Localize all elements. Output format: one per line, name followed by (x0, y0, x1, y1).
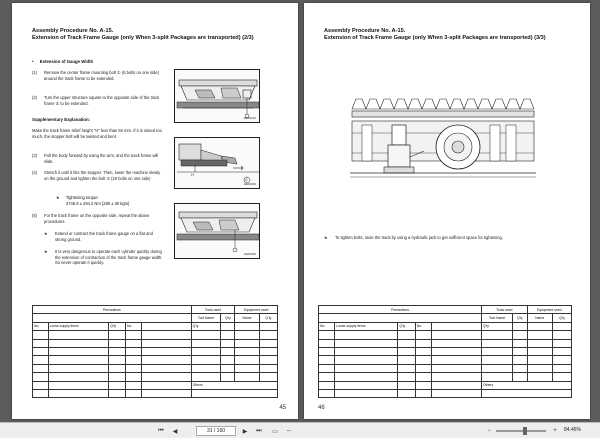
figure-hydraulic-jack (350, 85, 536, 209)
qty-header: Q'ty (191, 322, 221, 330)
note-raise-track (324, 235, 574, 241)
frame-bolts-illustration (175, 204, 260, 259)
step-number: (3) (32, 153, 38, 158)
no-header: No. (33, 322, 49, 330)
step-number: (1) (32, 70, 38, 75)
table-row (33, 356, 278, 364)
viewer-statusbar (0, 422, 600, 438)
zoom-out-icon[interactable]: − (487, 428, 491, 434)
title-line-1: Assembly Procedure No. A-15. (32, 28, 114, 34)
figure-remove-bolts (174, 69, 260, 123)
track-shoe (366, 99, 380, 109)
table-row (319, 306, 572, 314)
note-text: Extend or contract the track frame gauge on a flat and strong ground. (55, 231, 153, 242)
equipment-used-header: Equipment used (235, 306, 278, 314)
others-cell: Others (482, 381, 572, 389)
table-row (319, 373, 572, 381)
star-icon: ★ (56, 195, 60, 200)
zoom-in-icon[interactable]: + (553, 428, 557, 434)
figure-slide-frame (174, 137, 260, 189)
page-number-input[interactable]: 31 / 160 (196, 426, 236, 436)
table-row (319, 322, 572, 330)
precautions-cell (319, 314, 482, 322)
tool-name-header: Tool Name (482, 314, 513, 322)
step-2 (32, 95, 164, 106)
page-number: 46 (318, 405, 325, 411)
paragraph-text: Make the track frame relief height "H" less than 50 mm. If it is raised too much, the stopper bolt will be twisted and bent. (32, 128, 162, 139)
step-text: Turn the upper structure square to the opposite side of the track frame ② to be extended. (44, 95, 160, 106)
table-row (33, 339, 278, 347)
page-number: 45 (279, 405, 286, 411)
table-row (319, 389, 572, 397)
precautions-table (32, 305, 278, 398)
figure-code: AE06192 (243, 116, 256, 120)
note-danger (44, 249, 164, 266)
table-row (33, 322, 278, 330)
track-shoe (436, 99, 450, 109)
fit-width-icon[interactable]: ⇔ (286, 428, 292, 434)
table-row (33, 331, 278, 339)
label-a: Ⓐ (244, 177, 248, 182)
step-number: (2) (32, 95, 38, 100)
page-45 (12, 3, 298, 419)
name-header: Name (235, 314, 259, 322)
qty-header: Q'ty (221, 314, 235, 322)
figure-code: AE06060 (243, 252, 256, 256)
qty-header: Q'ty (259, 314, 277, 322)
note-text: It is very dangerous to operate each cylinder quickly during the extension of contraction of the track frame gauge width. So never operate it quickly. (55, 249, 163, 266)
title-line-2: Extension of Track Frame Gauge (only When 3-split Packages are transported) (3/3) (324, 35, 546, 41)
qty-header: Q'ty (552, 314, 571, 322)
track-shoe (394, 99, 408, 109)
tools-used-header: Tools used (191, 306, 235, 314)
table-row (33, 389, 278, 397)
torque-spec (56, 195, 99, 201)
label-h: H (191, 172, 194, 177)
loose-items-header: Loose-supply items (335, 322, 398, 330)
table-row (319, 339, 572, 347)
previous-page-button[interactable]: ◀ (172, 428, 178, 435)
track-shoe (492, 99, 506, 109)
zoom-level: 84.46% (564, 427, 581, 433)
qty-header: Q'ty (109, 322, 126, 330)
track-shoe (380, 99, 394, 109)
table-row (33, 314, 278, 322)
table-row (319, 356, 572, 364)
others-cell: Others (191, 381, 277, 389)
step-4 (32, 170, 164, 181)
page-46 (304, 3, 590, 419)
tool-name-header: Tool Name (191, 314, 221, 322)
qty-header: Q'ty (398, 322, 415, 330)
no-header: No. (415, 322, 431, 330)
table-row (33, 381, 278, 389)
star-icon: ★ (44, 249, 48, 254)
table-row (319, 347, 572, 355)
first-page-button[interactable]: ⏮ (158, 427, 164, 434)
table-row (319, 381, 572, 389)
table-row (319, 331, 572, 339)
zoom-slider-handle[interactable] (523, 427, 527, 435)
page-title (32, 28, 254, 42)
table-row (33, 306, 278, 314)
loose-items-header: Loose-supply items (48, 322, 109, 330)
step-3 (32, 153, 164, 164)
page-title (324, 28, 546, 42)
figure-tighten-bolts (174, 203, 260, 259)
section-gauge-width (32, 59, 93, 64)
qty-header: Q'ty (482, 322, 513, 330)
table-row (319, 314, 572, 322)
step-number: (5) (32, 213, 38, 218)
step-1 (32, 70, 164, 81)
track-shoe (352, 99, 366, 109)
section-title: Extension of Gauge Width (39, 59, 94, 64)
torque-label: Tightening torque: (65, 195, 99, 200)
track-shoe (520, 99, 534, 109)
precautions-cell (33, 314, 192, 322)
equipment-used-header: Equipment used (527, 306, 572, 314)
last-page-button[interactable]: ⏭ (256, 427, 262, 434)
zoom-slider-track[interactable] (496, 430, 546, 432)
track-shoe (506, 99, 520, 109)
no-header: No. (319, 322, 335, 330)
table-row (33, 347, 278, 355)
title-line-2: Extension of Track Frame Gauge (only When 3-split Packages are transported) (2/3) (32, 35, 254, 41)
hydraulic-jack-illustration (350, 85, 536, 209)
table-row (319, 364, 572, 372)
precautions-table (318, 305, 572, 398)
table-row (33, 373, 278, 381)
figure-code: AE06099 (243, 182, 256, 186)
no-header: No. (125, 322, 141, 330)
title-line-1: Assembly Procedure No. A-15. (324, 28, 406, 34)
note-text: To tighten bolts, raise the track by using a hydraulic jack to get sufficient space for tightening. (335, 235, 503, 240)
track-shoe (422, 99, 436, 109)
next-page-button[interactable]: ▶ (242, 428, 248, 435)
note-flat-ground (44, 231, 164, 242)
track-shoe (478, 99, 492, 109)
track-shoe (408, 99, 422, 109)
track-shoe (464, 99, 478, 109)
step-number: (4) (32, 170, 38, 175)
step-text: Remove the center frame mounting bolt ① (6 bolts on one side) around the track frame to be extended. (44, 70, 159, 81)
bullet-icon: • (32, 59, 34, 64)
step-text: Pull the body forward by using the arm, and the track frame will slide. (44, 153, 159, 164)
supplementary-text (32, 128, 164, 139)
track-shoes (352, 99, 534, 109)
track-shoe (450, 99, 464, 109)
tools-used-header: Tools used (482, 306, 527, 314)
precautions-header: Precautions (319, 306, 482, 314)
star-icon: ★ (324, 235, 328, 240)
star-icon: ★ (44, 231, 48, 236)
name-header: Name (527, 314, 552, 322)
step-5 (32, 213, 164, 224)
precautions-header: Precautions (33, 306, 192, 314)
torque-value: 2745.9 ± 294.2 Nm {280 ± 30 kgm} (66, 201, 130, 206)
qty-header: Q'ty (513, 314, 527, 322)
supplementary-title: Supplementary Explanation: (32, 117, 91, 122)
table-row (33, 364, 278, 372)
fit-page-icon[interactable]: ▭ (272, 428, 278, 435)
step-text: Stretch it until it hits the stopper. Then, lower the machine slowly on the ground and tighten the bolt ① (20 bolts on one side) (44, 170, 161, 181)
step-text: For the track frame on the opposite side, repeat the above procedures. (44, 213, 150, 224)
